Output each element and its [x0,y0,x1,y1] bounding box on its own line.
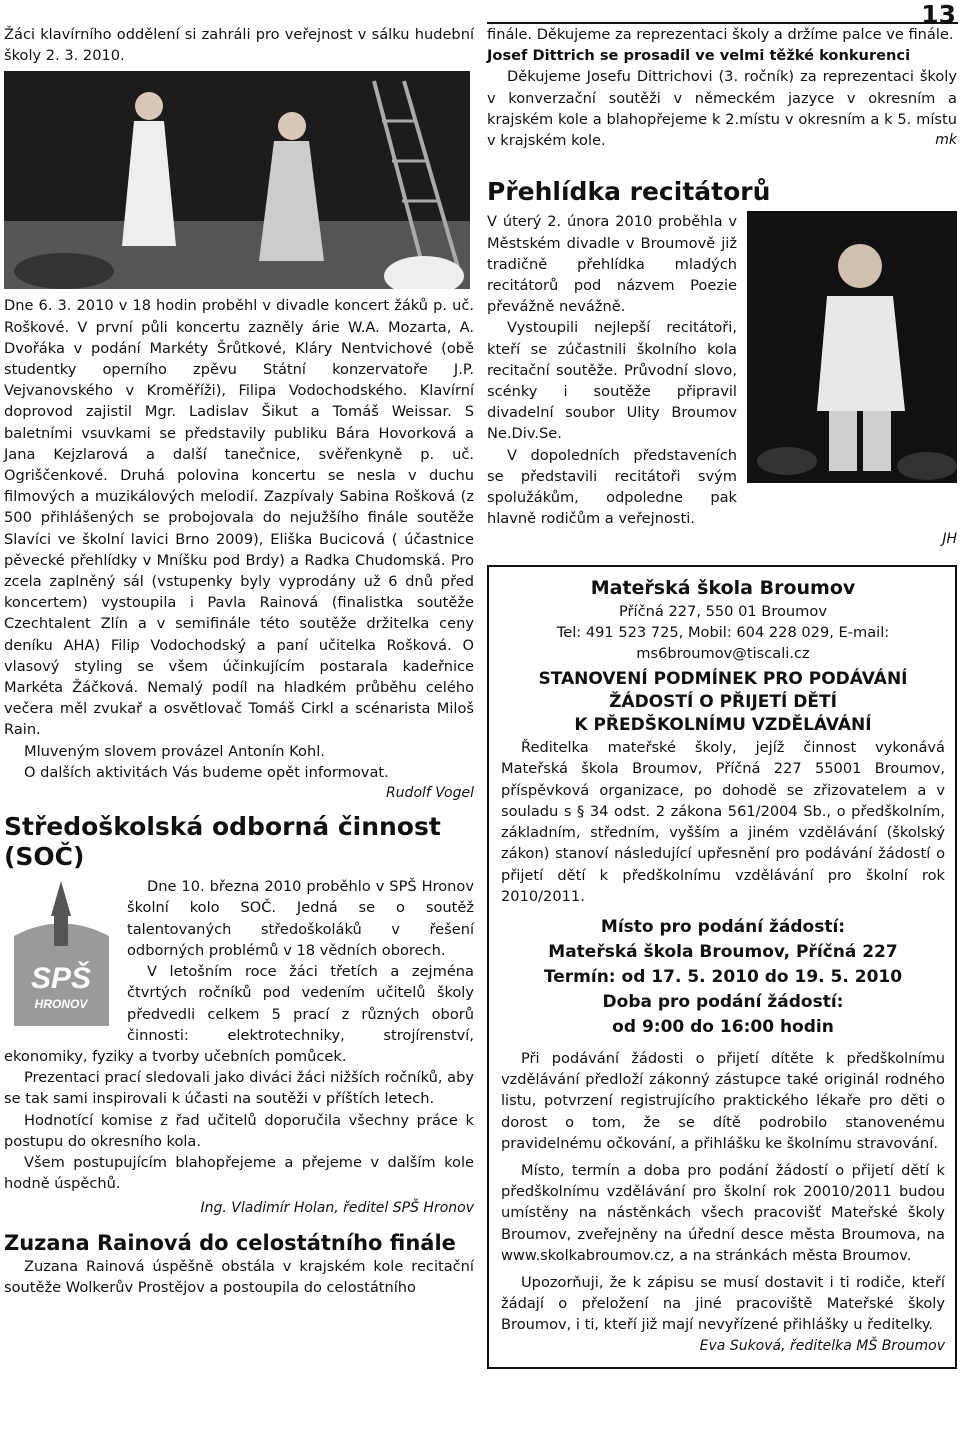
ms-time: od 9:00 do 16:00 hodin [612,1016,834,1037]
kindergarten-notice [487,565,957,1369]
concert-photo [4,71,470,289]
concert-signature: Rudolf Vogel [385,785,474,802]
ms-heading-1: STANOVENÍ PODMÍNEK PRO PODÁVÁNÍ [538,669,908,690]
concert-more: O dalších aktivitách Vás budeme opět informovat. [24,763,389,781]
ms-paragraph-1: Ředitelka mateřské školy, jejíž činnost vykonává Mateřská škola Broumov, Příčná 227 55001 Broumov, příspěvková organizace, po dohodě se zřizovatelem a v souladu s § 34 odst. 2 zákona 561/2004 Sb., o předškolním, základním, středním, vyšším a jiném vzdělávání (školský zákon) stanoví následující upřesnění pro podávání žádostí o přijetí dětí k předškolnímu vzdělávání pro školní rok 2010/2011. [501,739,945,905]
rainova-continuation: finále. Děkujeme za reprezentaci školy a držíme palce ve finále. [487,26,954,43]
recitation-paragraph-3: V dopoledních představeních se představili recitátoři svým spolužákům, odpoledne pak hlavně rodičům a veřejnosti. [487,446,737,528]
concert-body: Dne 6. 3. 2010 v 18 hodin proběhl v divadle koncert žáků p. uč. Roškové. V první půli koncertu zazněly árie W.A. Mozarta, A. Dvořáka v podání Markéty Šrůtkové, Kláry Nentvichové (obě studentky operního zpěvu Státní konzervatoře J.P. Vejvanovského v Kroměříži), Filipa Vodochodského. Klavírní doprovod zajistil Mgr. Ladislav Šikut a Tomáš Weissar. S baletními vsuvkami se představily publiku Bára Hovorková a Jana Kejzlarová a další tanečnice, svěřenkyně p. uč. Ogriščenkové. Druhá polovina koncertu se nesla v duchu filmových a muzikálových melodií. Zazpívaly Sabina Rošková (z 500 přihlášených se probojovala do nejužšího finále soutěže Slavíci ve školní lavici Brno 2009), Eliška Bucicová ( účastnice pěvecké přehlídky v Mníšku pod Brdy) a Radka Chudomská. Pro zcela zaplněný sál (vstupenky byly vyprodány už 6 dnů před koncertem) vystoupila i Pavla Rainová (finalistka soutěže Czechtalent Zlín a v semifinále této soutěže držitelka ceny deníku AHA) Filip Vodochodský a paní učitelka Rošková. O vlasový styling se všem účinkujícím postarala kadeřnice Markéta Žáčková. Nemalý podíl na hladkém průběhu celého večera měl zvukař a osvětlovač Tomáš Cirkl a scénarista Miloš Rain. [4,297,474,739]
recitation-photo [747,211,957,483]
right-column [487,24,957,1369]
zr-title: Zuzana Rainová do celostátního finále [4,1230,456,1255]
soc-paragraph-4: Hodnotící komise z řad učitelů doporučila všechny práce k postupu do okresního kola. [4,1111,474,1150]
dittrich-body: Děkujeme Josefu Dittrichovi (3. ročník) za reprezentaci školy v konverzační soutěži v německém jazyce v okresním a krajském kole a blahopřejeme k 2.místu v okresním a k 5. místu v krajském kole. [487,68,957,150]
logo-text-main: SPŠ [30,962,92,996]
soc-article [4,876,474,1219]
dittrich-signature: mk [935,132,957,149]
zr-body: Zuzana Rainová úspěšně obstála v krajském kole recitační soutěže Wolkerův Prostějov a postoupila do celostátního [4,1257,474,1296]
recitation-article [487,211,957,550]
ms-place: Mateřská škola Broumov, Příčná 227 [548,941,898,962]
ms-name: Mateřská škola Broumov [590,576,856,599]
recitation-title: Přehlídka recitátorů [487,177,771,207]
ms-time-label: Doba pro podání žádostí: [602,991,844,1012]
left-column [4,24,474,1298]
ms-contact: Tel: 491 523 725, Mobil: 604 228 029, E-mail: [556,623,890,641]
logo-icon [4,876,119,1036]
ms-signature: Eva Suková, ředitelka MŠ Broumov [699,1337,945,1354]
ms-paragraph-2: Při podávání žádosti o přijetí dítěte k předškolnímu vzdělávání předloží zákonný zástupce také originál rodného listu, potvrzení registrujícího praktického lékaře pro děti o dorost o tom, že se dítě podrobilo stanovenému pravidelnému očkování, a přihlášku ke školnímu stravování. [501,1049,945,1152]
page-number: 13 [921,0,956,29]
concert-intro: Žáci klavírního oddělení si zahráli pro veřejnost v sálku hudební školy 2. 3. 2010. [4,26,474,65]
soc-paragraph-2: V letošním roce žáci třetích a zejména čtvrtých ročníků pod vedením učitelů školy předvedli celkem 5 prací z různých oborů činnosti: elektrotechniky, strojírenství, ekonomiky, fyziky a tvorby učebních pomůcek. [4,963,474,1065]
ms-paragraph-3: Místo, termín a doba pro podání žádostí o přijetí dětí k předškolnímu vzdělávání pro školní rok 20010/2011 budou umístěny na nástěnkách všech pracovišť Mateřské školy Broumov, zveřejněny na úřední desce města Broumova, na www.skolkabroumov.cz, a na stránkách města Broumov. [501,1161,945,1264]
ms-paragraph-4: Upozorňuji, že k zápisu se musí dostavit i ti rodiče, kteří žádají o přeložení na jiné pracoviště Mateřské školy Broumov, i ti, kteří již mají nevyřízené přihlášky u ředitelky. [501,1273,945,1334]
ms-address: Příčná 227, 550 01 Broumov [619,602,827,620]
ms-heading-2: ŽÁDOSTÍ O PŘIJETÍ DĚTÍ [609,692,837,713]
concert-stage-illustration [4,71,470,289]
recitation-signature: JH [942,531,957,548]
ms-term: Termín: od 17. 5. 2010 do 19. 5. 2010 [543,966,903,987]
soc-signature: Ing. Vladimír Holan, ředitel SPŠ Hronov [200,1200,474,1217]
soc-title: Středoškolská odborná činnost (SOČ) [4,812,441,872]
recitation-paragraph-2: Vystoupili nejlepší recitátoři, kteří se zúčastnili školního kola recitační soutěže. Průvodní slovo, scénky i soutěže připravil divadelní soubor Ulity Broumov Ne.Div.Se. [487,319,737,443]
recitation-paragraph-1: V úterý 2. února 2010 proběhla v Městském divadle v Broumově již tradičně přehlídka mladých recitátorů pod názvem Poezie převážně nevážně. [487,213,737,316]
logo-text-sub: HRONOV [34,997,88,1012]
soc-paragraph-1: Dne 10. března 2010 proběhlo v SPŠ Hronov školní kolo SOČ. Jedná se o soutěž talentovaných středoškoláků v řešení odborných problémů v 18 vědních oborech. [127,878,474,959]
ms-email: ms6broumov@tiscali.cz [636,645,810,663]
concert-moderator: Mluveným slovem provázel Antonín Kohl. [24,742,325,760]
reciting-boy-illustration [747,211,957,483]
soc-paragraph-3: Prezentaci prací sledovali jako diváci žáci nižších ročníků, aby se tak sami inspirovali k účasti na soutěži v příštích letech. [4,1069,474,1108]
ms-place-label: Místo pro podání žádostí: [600,916,846,937]
sps-hronov-logo [4,876,119,1036]
dittrich-heading: Josef Dittrich se prosadil ve velmi těžké konkurenci [487,47,911,65]
ms-heading-3: K PŘEDŠKOLNÍMU VZDĚLÁVÁNÍ [574,715,872,736]
soc-paragraph-5: Všem postupujícím blahopřejeme a přejeme v dalším kole hodně úspěchů. [4,1153,474,1193]
